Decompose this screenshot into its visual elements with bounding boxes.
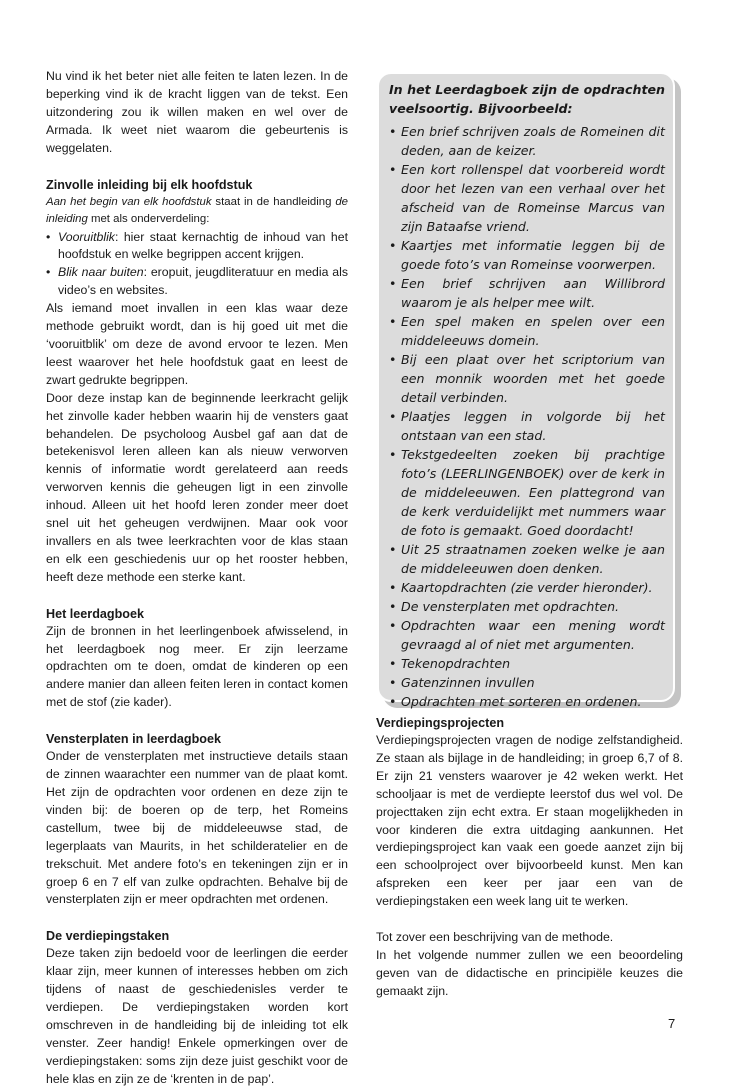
- list-item: • Plaatjes leggen in volgorde bij het ontstaan van een stad.: [389, 407, 665, 445]
- list-item: • Tekenopdrachten: [389, 654, 665, 673]
- section-verdiepingstaken: [46, 927, 348, 1088]
- term: Vooruitblik: [58, 229, 115, 244]
- term-text: : hier staat kernachtig de inhoud van het hoofdstuk en welke begrippen accent krijgen.: [58, 229, 348, 262]
- page-number: 7: [668, 1016, 676, 1031]
- section-heading: Verdiepingsprojecten: [376, 716, 505, 730]
- list-item: • Een spel maken en spelen over een middeleeuws domein.: [389, 312, 665, 350]
- section-heading: Zinvolle inleiding bij elk hoofdstuk: [46, 177, 253, 192]
- paragraph: Deze taken zijn bedoeld voor de leerlingen die eerder klaar zijn, meer kunnen of interesses hebben om zich tijdens of naast de geschiedenisles verder te verdiepen. De verdiepingstaken worden kort omschreven in de handleiding bij de inleiding tot elk venster. Zeer handig! Enkele opmerkingen over de verdiepingstaken: soms zijn deze juist geschikt voor de hele klas en zijn ze de ‘krenten in de pap’.: [46, 946, 348, 1086]
- info-box: [377, 72, 675, 709]
- term-text: : eropuit, jeugdliteratuur en media als video’s en websites.: [58, 265, 348, 298]
- section-lead: [46, 194, 348, 229]
- list-item: • Opdrachten met sorteren en ordenen.: [389, 692, 665, 711]
- info-box-content: [389, 80, 665, 711]
- lead-italic: Aan het begin van elk hoofdstuk: [46, 195, 212, 208]
- list-item: • Kaartopdrachten (zie verder hieronder).: [389, 578, 665, 597]
- section-zinvolle-inleiding: [46, 176, 348, 587]
- list-item: • De vensterplaten met opdrachten.: [389, 597, 665, 616]
- info-box-title: In het Leerdagboek zijn de opdrachten veelsoortig. Bijvoorbeeld:: [389, 82, 665, 116]
- section-heading: Het leerdagboek: [46, 606, 144, 621]
- list-item: • Bij een plaat over het scriptorium van een monnik woorden met het goede detail verbinden.: [389, 350, 665, 407]
- list-item: • Een brief schrijven zoals de Romeinen dit deden, aan de keizer.: [389, 122, 665, 160]
- intro-paragraph: Nu vind ik het beter niet alle feiten te laten lezen. In de beperking vind ik de kracht liggen van de tekst. Een uitzondering zou ik willen maken en wel over de Armada. Ik weet niet waarom die gebeurtenis is weggelaten.: [46, 69, 348, 155]
- list-item: • Opdrachten waar een mening wordt gevraagd al of niet met argumenten.: [389, 616, 665, 654]
- section-leerdagboek: [46, 605, 348, 713]
- paragraph: Verdiepingsprojecten vragen de nodige zelfstandigheid. Ze staan als bijlage in de handleiding; in groep 6,7 of 8. Er zijn 21 vensters waarover je 42 weken werkt. Het schooljaar is met de verdiepte leerstof dus wel vol. De projecttaken zijn echt extra. Er staan mogelijkheden in voor kinderen die extra uitdaging aankunnen. Het verdiepingsproject kan vaak een goede aanzet zijn bij een schoolproject over bijvoorbeeld kunst. Men kan afspreken een keer per jaar een van de verdiepingstaken een week lang uit te werken.: [376, 733, 683, 909]
- paragraph: Door deze instap kan de beginnende leerkracht gelijk het zinvolle kader hebben waarin hij de vensters gaat behandelen. De psycholoog Ausbel gaf aan dat de betekenisvol leren alleen kan als nieuw verworven kennis of informatie wordt gerelateerd aan reeds verworven kennis die geheugen ligt in een zinvolle inhoud. Alleen uit het hoofd leren zonder meer doet snel uit het geheugen verdwijnen. Maar ook voor invallers en als twee leerkrachten voor de klas staan en elk een geschiedenis uur op het rooster hebben, heeft deze methode een sterke kant.: [46, 390, 348, 584]
- closing-paragraph: In het volgende nummer zullen we een beoordeling geven van de didactische en principiële keuzes die gemaakt zijn.: [376, 947, 683, 998]
- list-item: • Uit 25 straatnamen zoeken welke je aan de middeleeuwen doen denken.: [389, 540, 665, 578]
- paragraph: Zijn de bronnen in het leerlingenboek afwisselend, in het leerdagboek nog meer. Er zijn leerzame opdrachten om te doen, omdat de kinderen op een andere manier dan alleen feiten leren in contact komen met de stof (zie kader).: [46, 623, 348, 710]
- paragraph: Als iemand moet invallen in een klas waar deze methode gebruikt wordt, dan is hij goed uit met die ‘vooruitblik’ om deze de avond ervoor te lezen. Men leest waarover het hele hoofdstuk gaat en leest de zwart gedrukte begrippen.: [46, 301, 348, 387]
- section-heading: Vensterplaten in leerdagboek: [46, 732, 221, 747]
- list-item: • Gatenzinnen invullen: [389, 673, 665, 692]
- lead-end: met als onderverdeling:: [87, 213, 210, 226]
- lead-mid: staat in de handleiding: [211, 195, 336, 208]
- list-item: [46, 229, 348, 265]
- closing-paragraph: Tot zover een beschrijving van de methode.: [376, 930, 614, 945]
- term: Blik naar buiten: [58, 265, 144, 280]
- list-item: [46, 264, 348, 300]
- left-column: [46, 68, 348, 1089]
- lead-italic-2: de inleiding: [46, 195, 348, 226]
- paragraph: Onder de vensterplaten met instructieve details staan de zinnen waarachter een nummer van de plaat komt. Het zijn de opdrachten voor ordenen en deze zijn te vinden bij: de boeren op de terp, het Romeins castellum, twee bij de middeleeuwse stad, de legerplaats van Maurits, in het schilderatelier en de trekschuit. Met andere foto’s en tekeningen zijn er in groep 6 en 7 elf van zulke opdrachten. Behalve bij de vensterplaten zijn er meer opdrachten met ordenen.: [46, 749, 348, 907]
- section-heading: De verdiepingstaken: [46, 929, 170, 944]
- info-box-list: [389, 122, 665, 711]
- section-vensterplaten: [46, 730, 348, 909]
- list-item: • Een kort rollenspel dat voorbereid wordt door het lezen van een verhaal over het afscheid van de Romeinse Marcus van zijn Bataafse vriend.: [389, 160, 665, 236]
- list-item: • Kaartjes met informatie leggen bij de goede foto’s van Romeinse voorwerpen.: [389, 236, 665, 274]
- right-column: [376, 714, 683, 1001]
- subsection-list: [46, 229, 348, 301]
- list-item: • Een brief schrijven aan Willibrord waarom je als helper mee wilt.: [389, 274, 665, 312]
- list-item: • Tekstgedeelten zoeken bij prachtige foto’s (LEERLINGENBOEK) over de kerk in de middeleeuwen. Een plattegrond van de kerk verduidelijkt met nummers waar de foto is gemaakt. Goed doordacht!: [389, 445, 665, 540]
